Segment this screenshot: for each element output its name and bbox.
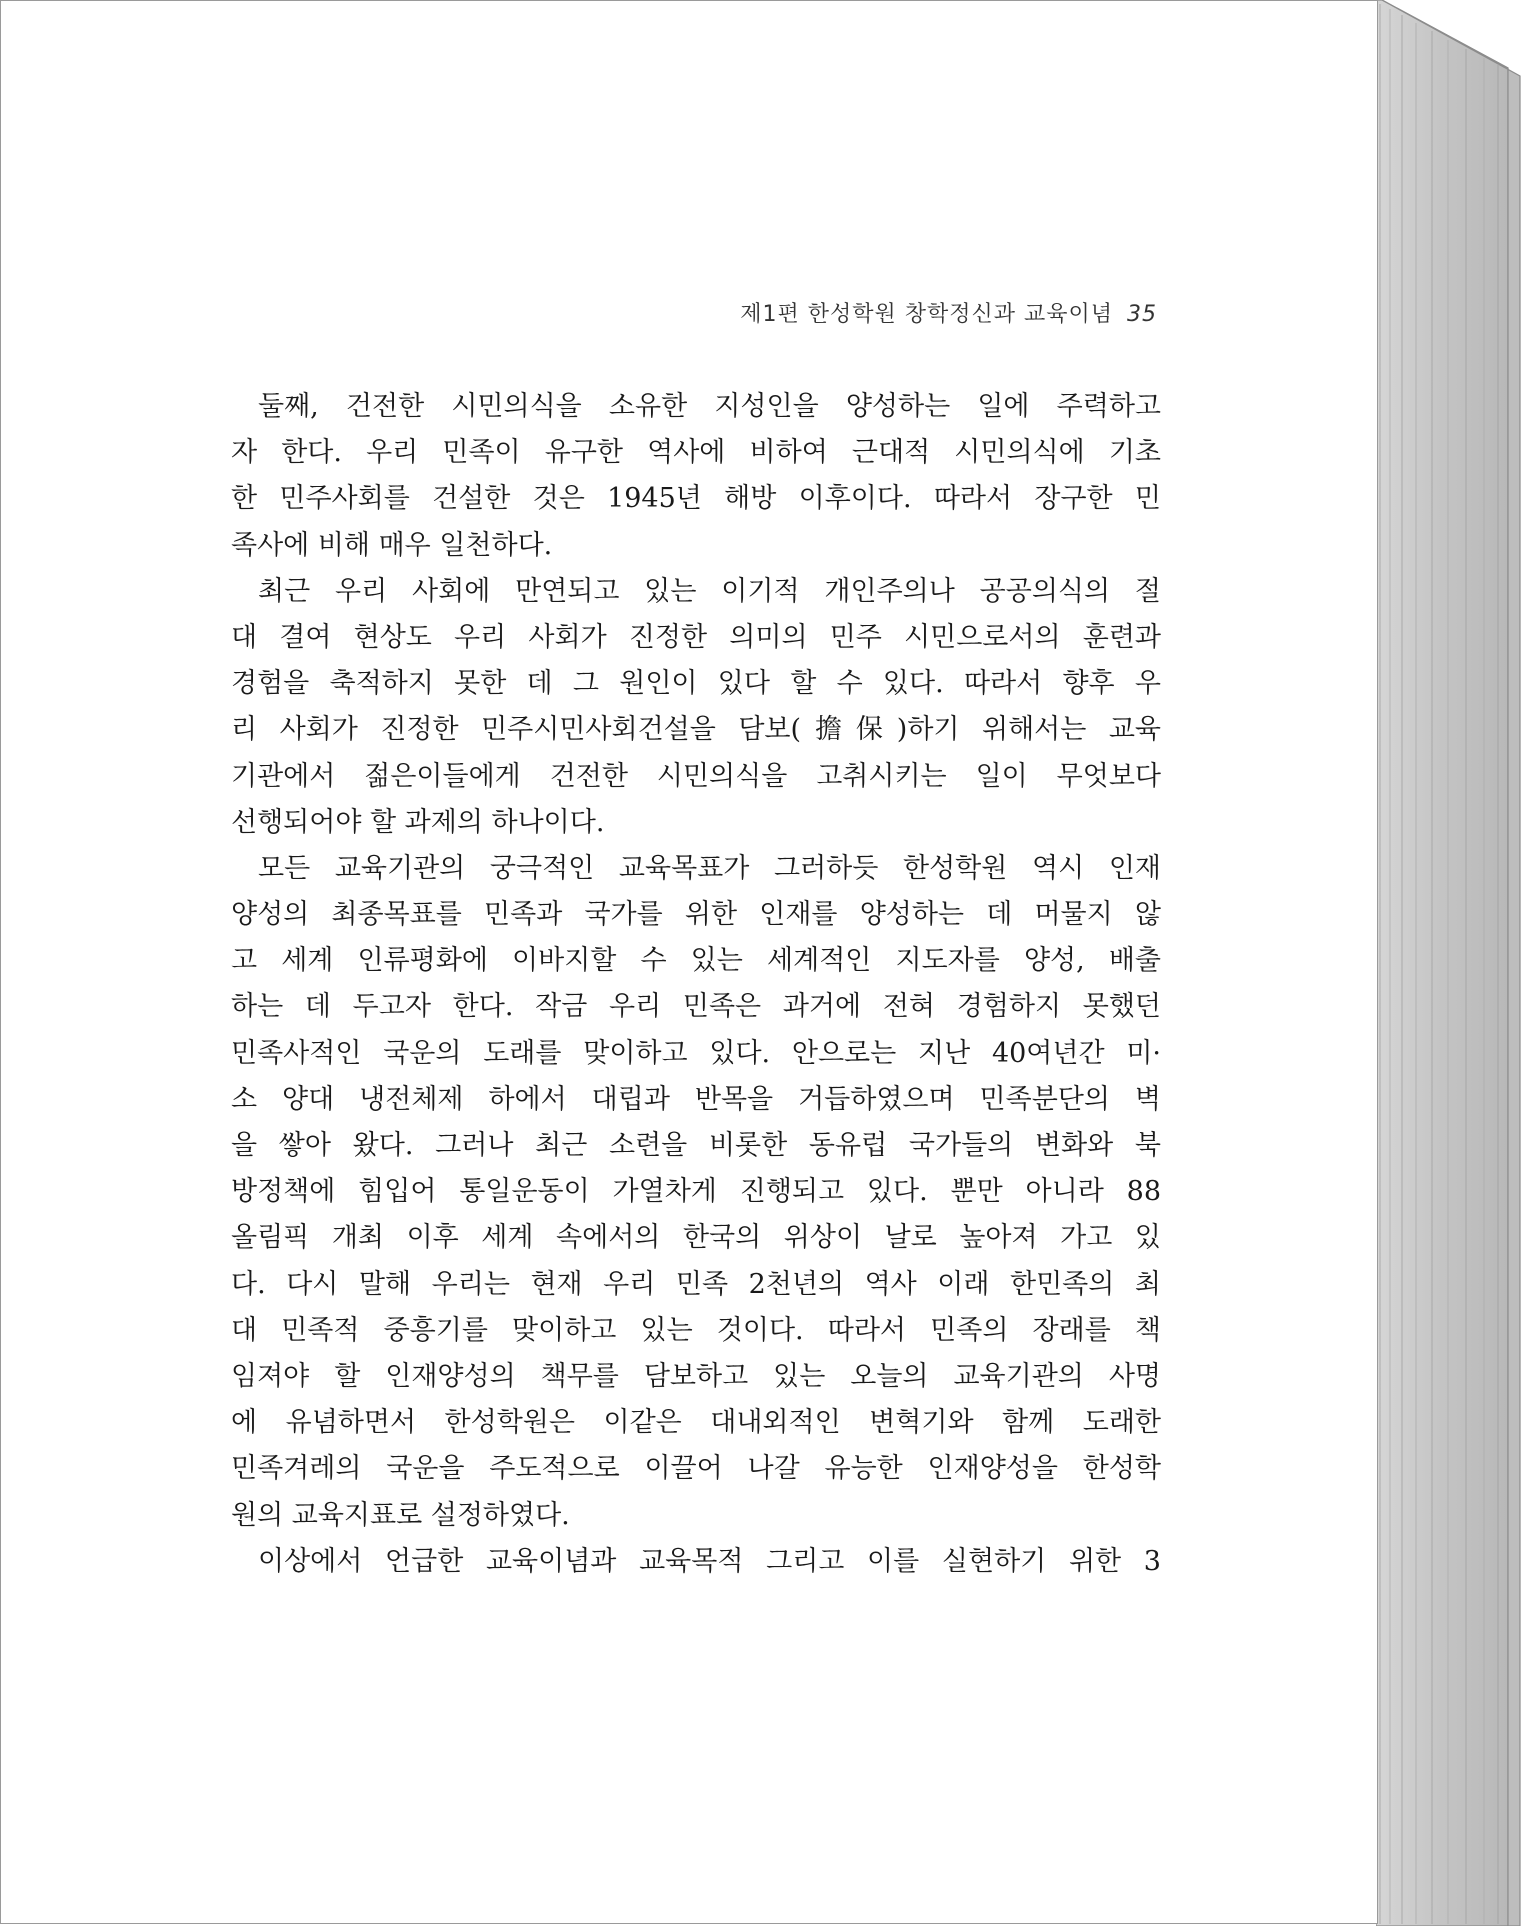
text-line: 민족사적인 국운의 도래를 맞이하고 있다. 안으로는 지난 40여년간 미· — [231, 1037, 1161, 1069]
text-line: 자 한다. 우리 민족이 유구한 역사에 비하여 근대적 시민의식에 기초 — [231, 437, 1161, 469]
text-line: 둘째, 건전한 시민의식을 소유한 지성인을 양성하는 일에 주력하고 — [258, 391, 1161, 422]
text-line: 리 사회가 진정한 민주시민사회건설을 담보(擔保)하기 위해서는 교육 — [231, 714, 1161, 746]
body-text — [231, 384, 1161, 1585]
text-line: 선행되어야 할 과제의 하나이다. — [231, 806, 605, 838]
running-head — [740, 297, 1157, 328]
text-line: 양성의 최종목표를 민족과 국가를 위한 인재를 양성하는 데 머물지 않 — [231, 899, 1161, 931]
page-number: 35 — [1127, 302, 1157, 327]
text-line: 임져야 할 인재양성의 책무를 담보하고 있는 오늘의 교육기관의 사명 — [231, 1360, 1161, 1392]
text-line: 족사에 비해 매우 일천하다. — [231, 529, 553, 561]
book-page-edges — [1376, 0, 1522, 1926]
text-line: 올림픽 개최 이후 세계 속에서의 한국의 위상이 날로 높아져 가고 있 — [231, 1222, 1161, 1254]
text-line: 하는 데 두고자 한다. 작금 우리 민족은 과거에 전혀 경험하지 못했던 — [231, 991, 1161, 1023]
text-line: 을 쌓아 왔다. 그러나 최근 소련을 비롯한 동유럽 국가들의 변화와 북 — [231, 1130, 1161, 1161]
text-line: 대 결여 현상도 우리 사회가 진정한 의미의 민주 시민으로서의 훈련과 — [231, 621, 1161, 653]
text-line: 이상에서 언급한 교육이념과 교육목적 그리고 이를 실현하기 위한 3 — [258, 1545, 1161, 1577]
text-line: 최근 우리 사회에 만연되고 있는 이기적 개인주의나 공공의식의 절 — [258, 575, 1161, 607]
text-line: 한 민주사회를 건설한 것은 1945년 해방 이후이다. 따라서 장구한 민 — [231, 483, 1161, 515]
text-line: 민족겨레의 국운을 주도적으로 이끌어 나갈 유능한 인재양성을 한성학 — [231, 1453, 1161, 1485]
chapter-title: 제1편 한성학원 창학정신과 교육이념 — [740, 302, 1113, 327]
text-line: 모든 교육기관의 궁극적인 교육목표가 그러하듯 한성학원 역시 인재 — [258, 852, 1161, 884]
text-line: 대 민족적 중흥기를 맞이하고 있는 것이다. 따라서 민족의 장래를 책 — [231, 1314, 1161, 1346]
text-line: 방정책에 힘입어 통일운동이 가열차게 진행되고 있다. 뿐만 아니라 88 — [231, 1176, 1161, 1208]
text-line: 소 양대 냉전체제 하에서 대립과 반목을 거듭하였으며 민족분단의 벽 — [231, 1083, 1161, 1115]
text-line: 경험을 축적하지 못한 데 그 원인이 있다 할 수 있다. 따라서 향후 우 — [231, 668, 1161, 700]
text-line: 에 유념하면서 한성학원은 이같은 대내외적인 변혁기와 함께 도래한 — [231, 1407, 1161, 1439]
text-line: 고 세계 인류평화에 이바지할 수 있는 세계적인 지도자를 양성, 배출 — [231, 945, 1161, 977]
text-line: 기관에서 젊은이들에게 건전한 시민의식을 고취시키는 일이 무엇보다 — [231, 760, 1161, 792]
text-line: 다. 다시 말해 우리는 현재 우리 민족 2천년의 역사 이래 한민족의 최 — [231, 1268, 1161, 1300]
text-line: 원의 교육지표로 설정하였다. — [231, 1499, 570, 1531]
